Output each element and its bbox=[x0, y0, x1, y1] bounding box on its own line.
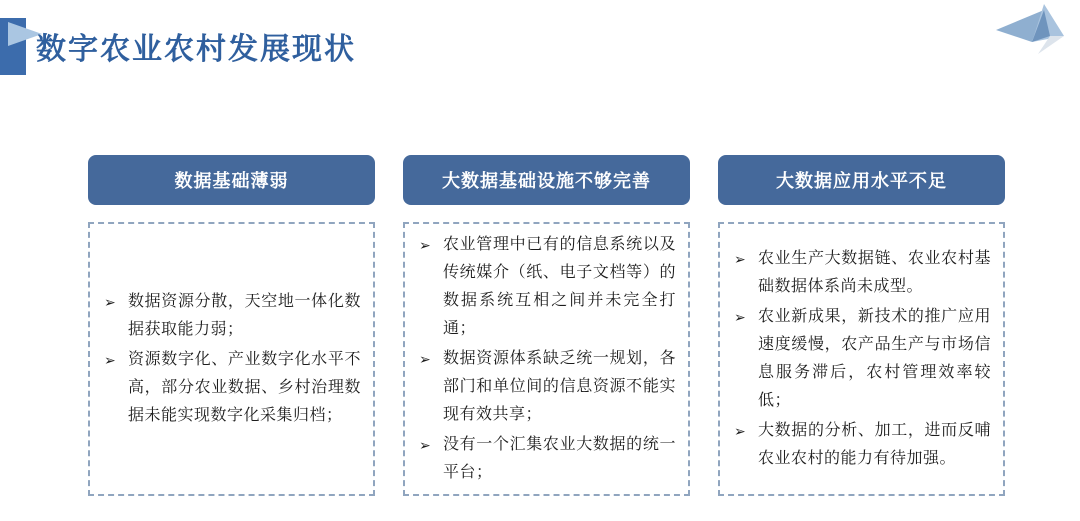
column-body bbox=[718, 222, 1005, 496]
list-item-text: 资源数字化、产业数字化水平不高，部分农业数据、乡村治理数据未能实现数字化采集归档； bbox=[128, 351, 361, 424]
column-application-level bbox=[718, 155, 1005, 496]
list-item bbox=[100, 288, 361, 344]
column-body bbox=[403, 222, 690, 496]
list-item-text: 农业管理中已有的信息系统以及传统媒介（纸、电子文档等）的数据系统互相之间并未完全打通； bbox=[443, 236, 676, 337]
columns-container bbox=[88, 155, 1005, 496]
page-title: 数字农业农村发展现状 bbox=[36, 33, 356, 66]
arrow-bullet-icon: ➢ bbox=[419, 437, 431, 453]
column-infrastructure bbox=[403, 155, 690, 496]
list-item bbox=[730, 417, 991, 473]
arrow-bullet-icon: ➢ bbox=[734, 423, 746, 439]
list-item bbox=[415, 345, 676, 429]
list-item bbox=[415, 431, 676, 487]
list-item-text: 数据资源体系缺乏统一规划，各部门和单位间的信息资源不能实现有效共享； bbox=[443, 350, 676, 423]
column-body bbox=[88, 222, 375, 496]
list-item bbox=[730, 303, 991, 415]
list-item bbox=[100, 346, 361, 430]
column-header: 大数据应用水平不足 bbox=[718, 155, 1005, 205]
list-item-text: 农业新成果，新技术的推广应用速度缓慢，农产品生产与市场信息服务滞后，农村管理效率较低； bbox=[758, 308, 991, 409]
column-header: 数据基础薄弱 bbox=[88, 155, 375, 205]
list-item bbox=[415, 231, 676, 343]
arrow-bullet-icon: ➢ bbox=[734, 309, 746, 325]
arrow-bullet-icon: ➢ bbox=[419, 351, 431, 367]
arrow-bullet-icon: ➢ bbox=[419, 237, 431, 253]
arrow-bullet-icon: ➢ bbox=[104, 352, 116, 368]
column-data-foundation bbox=[88, 155, 375, 496]
list-item-text: 数据资源分散，天空地一体化数据获取能力弱； bbox=[128, 293, 361, 338]
list-item bbox=[730, 245, 991, 301]
list-item-text: 大数据的分析、加工，进而反哺农业农村的能力有待加强。 bbox=[758, 422, 991, 467]
title-bar bbox=[0, 0, 1080, 90]
paper-plane-logo-icon bbox=[988, 2, 1072, 64]
list-item-text: 没有一个汇集农业大数据的统一平台； bbox=[443, 436, 676, 481]
arrow-bullet-icon: ➢ bbox=[104, 294, 116, 310]
column-header: 大数据基础设施不够完善 bbox=[403, 155, 690, 205]
arrow-bullet-icon: ➢ bbox=[734, 251, 746, 267]
list-item-text: 农业生产大数据链、农业农村基础数据体系尚未成型。 bbox=[758, 250, 991, 295]
